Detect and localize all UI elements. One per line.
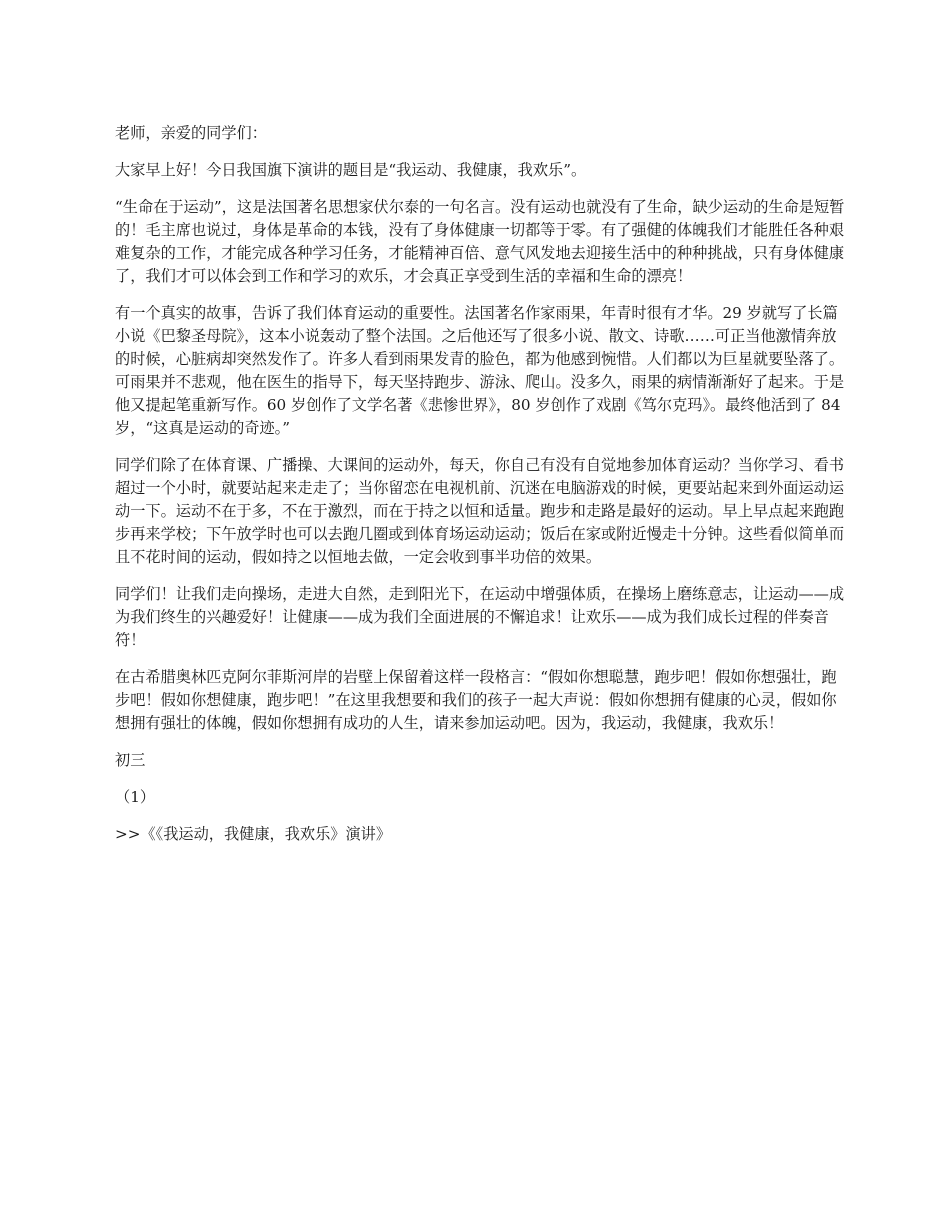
body-paragraph: “生命在于运动”，这是法国著名思想家伏尔泰的一句名言。没有运动也就没有了生命，缺少运动的生命是短暂的！毛主席也说过，身体是革命的本钱，没有了身体健康一切都等于零。有了强健的体魄我们才能胜任各种艰难复杂的工作，才能完成各种学习任务，才能精神百倍、意气风发地去迎接生活中的种种挑战，只有身体健康了，我们才可以体会到工作和学习的欢乐，才会真正享受到生活的幸福和生命的漂亮！ [115, 198, 845, 285]
class-label: （1） [115, 788, 156, 806]
body-paragraph: 有一个真实的故事，告诉了我们体育运动的重要性。法国著名作家雨果，年青时很有才华。29 岁就写了长篇小说《巴黎圣母院》，这本小说轰动了整个法国。之后他还写了很多小说、散文、诗歌……可正当他激情奔放的时候，心脏病却突然发作了。许多人看到雨果发青的脸色，都为他感到惋惜。人们都以为巨星就要坠落了。可雨果并不悲观，他在医生的指导下，每天坚持跑步、游泳、爬山。没多久，雨果的病情渐渐好了起来。于是他又提起笔重新写作。60 岁创作了文学名著《悲惨世界》，80 岁创作了戏剧《笃尔克玛》。最终他活到了 84 岁，“这真是运动的奇迹。” [115, 304, 844, 437]
related-article-link[interactable]: >>《《我运动，我健康，我欢乐》演讲》 [115, 825, 392, 843]
grade-label: 初三 [115, 751, 146, 769]
body-paragraph: 同学们除了在体育课、广播操、大课间的运动外，每天，你自己有没有自觉地参加体育运动？当你学习、看书超过一个小时，就要站起来走走了；当你留恋在电视机前、沉迷在电脑游戏的时候，更要站起来到外面运动运动一下。运动不在于多，不在于激烈，而在于持之以恒和适量。跑步和走路是最好的运动。早上早点起来跑跑步再来学校；下午放学时也可以去跑几圈或到体育场运动运动；饭后在家或附近慢走十分钟。这些看似简单而且不花时间的运动，假如持之以恒地去做，一定会收到事半功倍的效果。 [115, 456, 844, 566]
intro-paragraph: 大家早上好！今日我国旗下演讲的题目是“我运动、我健康，我欢乐”。 [115, 161, 587, 179]
document-page [115, 122, 845, 860]
greeting-paragraph: 老师，亲爱的同学们： [115, 124, 267, 142]
body-paragraph: 同学们！让我们走向操场，走进大自然，走到阳光下，在运动中增强体质，在操场上磨练意志，让运动——成为我们终生的兴趣爱好！让健康——成为我们全面进展的不懈追求！让欢乐——成为我们成长过程的伴奏音符！ [115, 585, 844, 649]
closing-paragraph: 在古希腊奥林匹克阿尔菲斯河岸的岩壁上保留着这样一段格言：“假如你想聪慧，跑步吧！假如你想强壮，跑步吧！假如你想健康，跑步吧！”在这里我想要和我们的孩子一起大声说：假如你想拥有健康的心灵，假如你想拥有强壮的体魄，假如你想拥有成功的人生，请来参加运动吧。因为，我运动，我健康，我欢乐！ [115, 668, 837, 732]
